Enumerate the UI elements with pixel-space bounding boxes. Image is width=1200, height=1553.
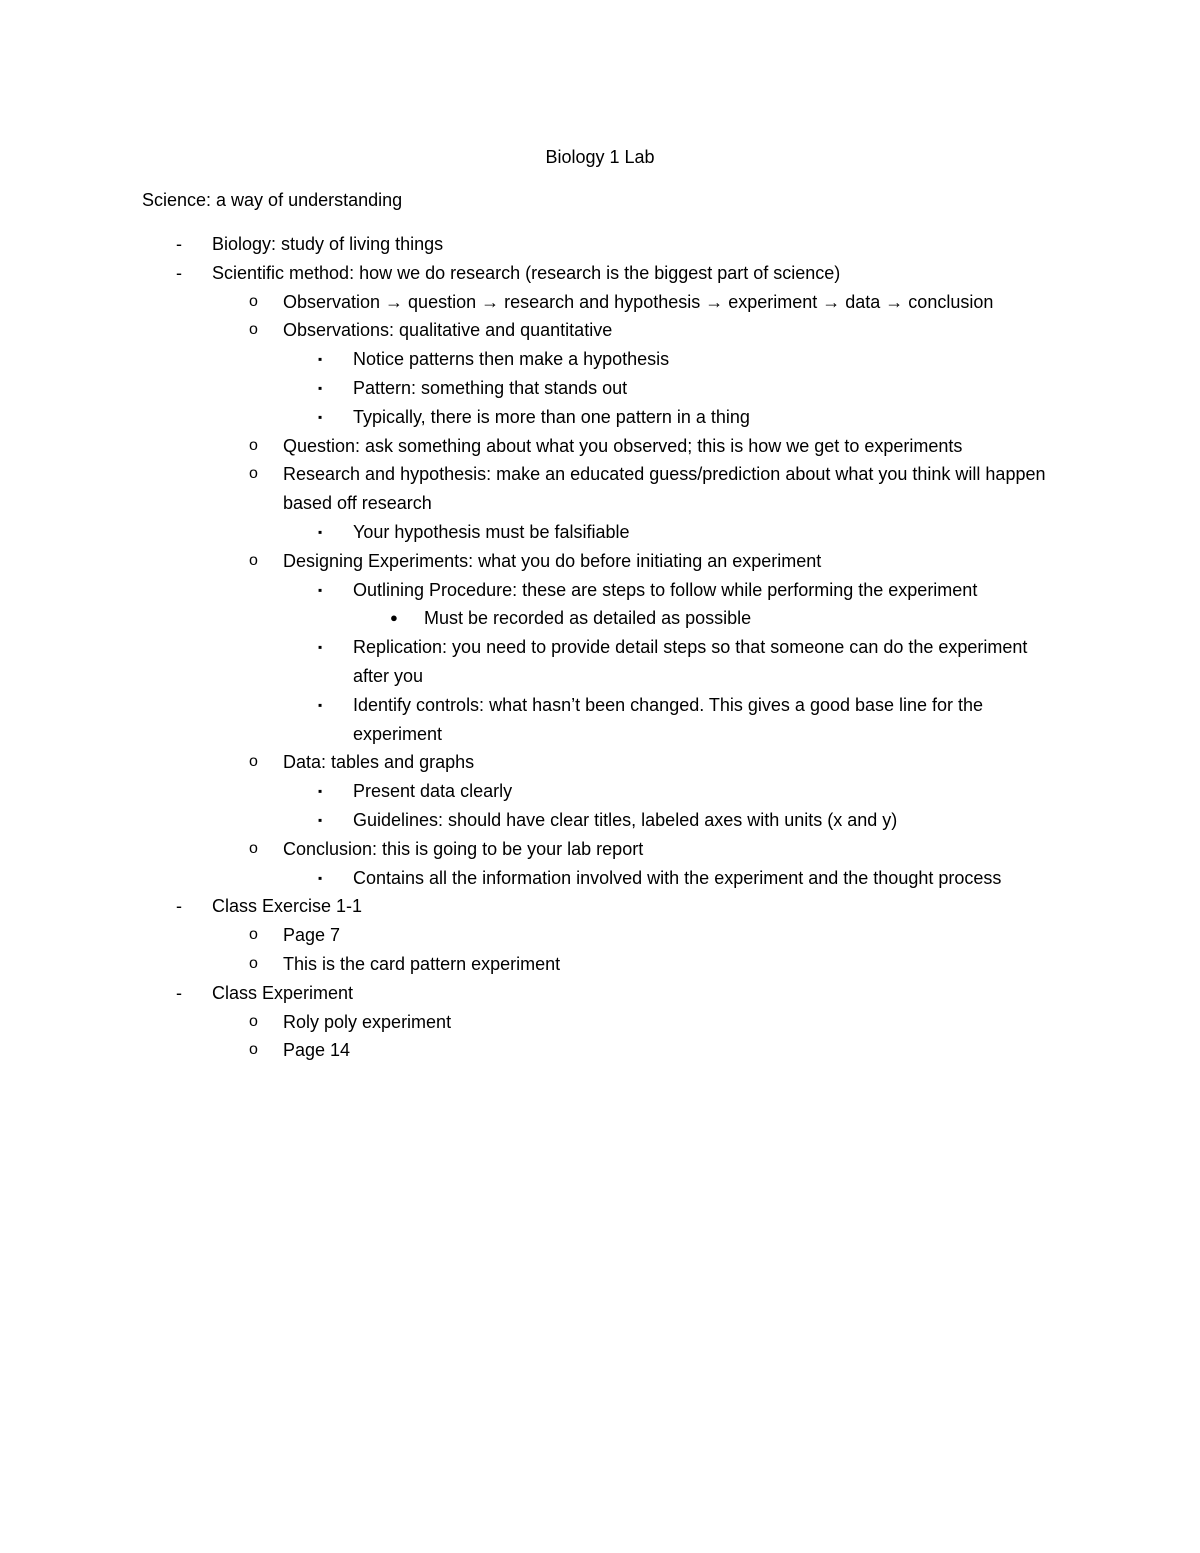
outline-item-text: Replication: you need to provide detail steps so that someone can do the experiment after you xyxy=(353,637,1028,686)
outline-item-text: Designing Experiments: what you do before initiating an experiment xyxy=(283,550,822,571)
bullet-marker: o xyxy=(249,1012,258,1030)
bullet-marker: o xyxy=(249,926,258,944)
outline-item-level-3 xyxy=(0,691,1200,749)
bullet-marker: ▪ xyxy=(318,697,323,712)
outline-item-text: Question: ask something about what you observed; this is how we get to experiments xyxy=(283,435,963,456)
bullet-marker: o xyxy=(249,753,258,771)
outline-item-text: Page 7 xyxy=(283,925,341,946)
outline-item-level-3 xyxy=(0,633,1200,691)
outline-item-text: Roly poly experiment xyxy=(283,1011,452,1032)
outline-item-text: Outlining Procedure: these are steps to follow while performing the experiment xyxy=(353,579,978,600)
outline-item-text: Pattern: something that stands out xyxy=(353,377,628,398)
bullet-marker: o xyxy=(249,321,258,339)
outline-item-text: Class Exercise 1-1 xyxy=(212,896,363,917)
outline-item-level-3 xyxy=(0,374,1200,403)
section-heading: Science: a way of understanding xyxy=(142,190,403,210)
outline-item-level-3 xyxy=(0,576,1200,605)
outline-item-level-3 xyxy=(0,864,1200,893)
outline-item-level-2 xyxy=(0,921,1200,950)
outline-item-level-3 xyxy=(0,777,1200,806)
outline-item-text: Page 14 xyxy=(283,1040,351,1061)
bullet-marker: o xyxy=(249,465,258,483)
bullet-marker: o xyxy=(249,551,258,569)
outline-item-level-3 xyxy=(0,345,1200,374)
outline-item-level-2 xyxy=(0,288,1200,317)
bullet-marker: - xyxy=(176,262,182,283)
bullet-marker: - xyxy=(176,234,182,254)
outline-item-level-2 xyxy=(0,432,1200,461)
bullet-marker: - xyxy=(176,982,182,1003)
outline-item-text: Scientific method: how we do research (research is the biggest part of science) xyxy=(212,262,841,283)
document-title: Biology 1 Lab xyxy=(545,147,655,167)
outline-item-level-3 xyxy=(0,518,1200,547)
outline-item-text: Conclusion: this is going to be your lab report xyxy=(283,838,644,859)
outline-item-level-1 xyxy=(0,230,1200,259)
outline-item-text: Notice patterns then make a hypothesis xyxy=(353,349,670,370)
bullet-marker: ▪ xyxy=(318,524,323,539)
outline-item-text: Your hypothesis must be falsifiable xyxy=(353,521,630,542)
bullet-marker: ▪ xyxy=(318,812,323,827)
outline-item-text: Guidelines: should have clear titles, labeled axes with units (x and y) xyxy=(353,809,898,830)
outline-item-text: This is the card pattern experiment xyxy=(283,953,561,974)
outline-item-text: Class Experiment xyxy=(212,982,354,1003)
outline-item-level-2 xyxy=(0,547,1200,576)
outline-item-level-2 xyxy=(0,460,1200,518)
outline-item-text: Observation → question → research and hypothesis → experiment → data → conclusion xyxy=(283,291,994,312)
outline-item-level-2 xyxy=(0,1008,1200,1037)
outline-item-text: Data: tables and graphs xyxy=(283,752,475,773)
outline-item-level-1 xyxy=(0,259,1200,288)
outline-item-text: Identify controls: what hasn’t been changed. This gives a good base line for the experiment xyxy=(353,694,984,744)
outline-item-level-2 xyxy=(0,1036,1200,1065)
bullet-marker: ▪ xyxy=(318,784,323,799)
bullet-marker: ● xyxy=(390,610,398,626)
bullet-marker: ▪ xyxy=(318,380,323,395)
bullet-marker: - xyxy=(176,896,182,917)
outline-item-level-3 xyxy=(0,806,1200,835)
outline-item-level-1 xyxy=(0,892,1200,921)
outline-item-level-4 xyxy=(0,604,1200,633)
outline-item-text: Typically, there is more than one pattern in a thing xyxy=(353,406,750,427)
outline-item-text: Must be recorded as detailed as possible xyxy=(424,608,752,629)
bullet-marker: o xyxy=(249,1041,258,1059)
bullet-marker: ▪ xyxy=(318,582,323,597)
outline-item-level-2 xyxy=(0,748,1200,777)
outline-item-text: Biology: study of living things xyxy=(212,234,444,254)
bullet-marker: ▪ xyxy=(318,870,323,885)
bullet-marker: o xyxy=(249,436,258,454)
outline-item-level-2 xyxy=(0,835,1200,864)
bullet-marker: ▪ xyxy=(318,409,323,424)
outline-item-level-2 xyxy=(0,950,1200,979)
outline-list xyxy=(0,230,1200,1065)
outline-item-level-1 xyxy=(0,979,1200,1008)
bullet-marker: o xyxy=(249,954,258,972)
outline-item-level-3 xyxy=(0,403,1200,432)
outline-item-text: Research and hypothesis: make an educated guess/prediction about what you think will happen based off research xyxy=(283,464,1046,514)
bullet-marker: ▪ xyxy=(318,352,323,367)
outline-item-text: Contains all the information involved with the experiment and the thought process xyxy=(353,867,1002,888)
bullet-marker: o xyxy=(249,839,258,857)
bullet-marker: o xyxy=(249,292,258,310)
outline-item-level-2 xyxy=(0,316,1200,345)
outline-item-text: Present data clearly xyxy=(353,781,513,802)
outline-item-text: Observations: qualitative and quantitative xyxy=(283,320,613,341)
bullet-marker: ▪ xyxy=(318,640,323,655)
